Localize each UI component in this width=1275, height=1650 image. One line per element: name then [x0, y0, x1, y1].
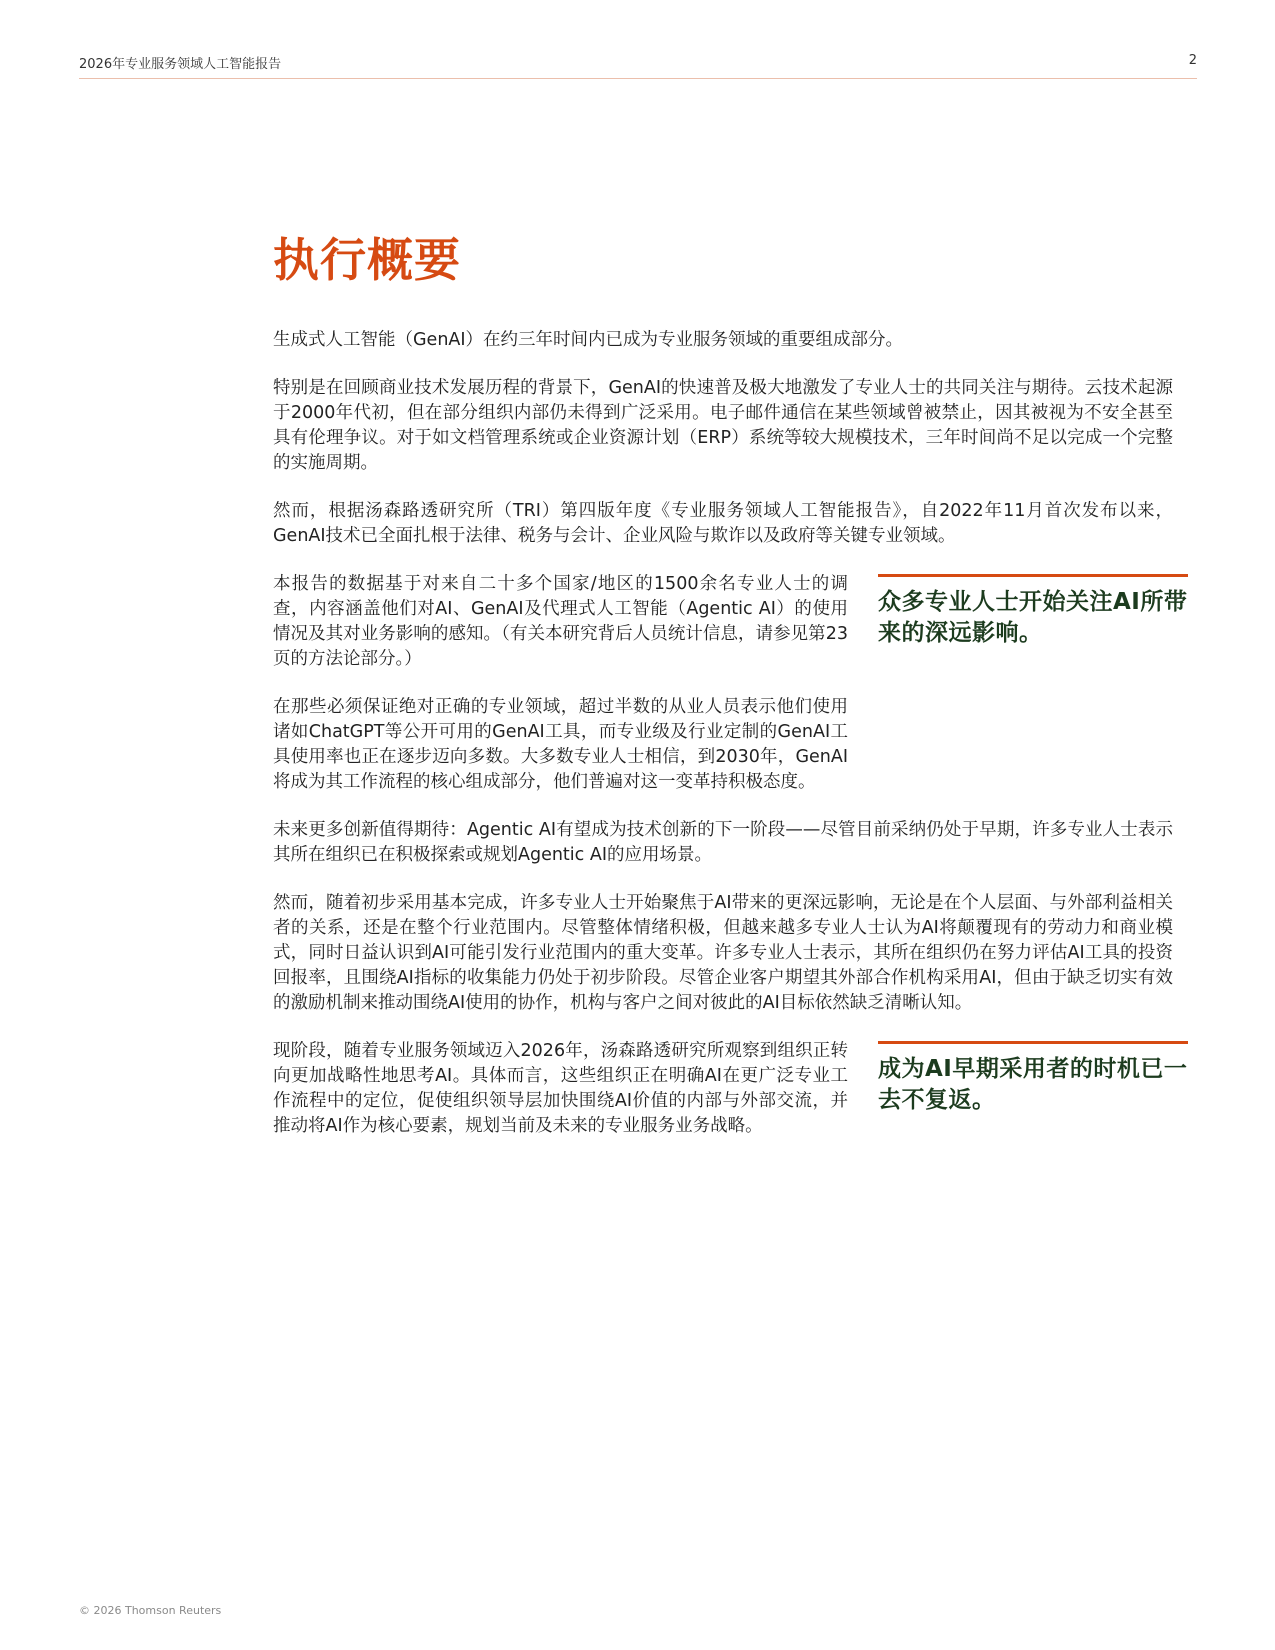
copyright-footer: © 2026 Thomson Reuters: [79, 1604, 222, 1617]
page-header: [79, 52, 1197, 79]
pullquote-text: 众多专业人士开始关注AI所带来的深远影响。: [878, 589, 1188, 646]
paragraph: 生成式人工智能（GenAI）在约三年时间内已成为专业服务领域的重要组成部分。: [273, 330, 904, 350]
section-body: [273, 1039, 848, 1139]
paragraph: 然而，根据汤森路透研究所（TRI）第四版年度《专业服务领域人工智能报告》，自2022年11月首次发布以来，GenAI技术已全面扎根于法律、税务与会计、企业风险与欺诈以及政府等关键专业领域。: [273, 501, 1173, 546]
section-body: [273, 572, 848, 795]
paragraph: 特别是在回顾商业技术发展历程的背景下，GenAI的快速普及极大地激发了专业人士的共同关注与期待。云技术起源于2000年代初，但在部分组织内部仍未得到广泛采用。电子邮件通信在某些领域曾被禁止，因其被视为不安全甚至具有伦理争议。对于如文档管理系统或企业资源计划（ERP）系统等较大规模技术，三年时间尚不足以完成一个完整的实施周期。: [273, 378, 1173, 473]
page-title: 执行概要: [273, 233, 461, 287]
paragraph: 本报告的数据基于对来自二十多个国家/地区的1500余名专业人士的调查，内容涵盖他们对AI、GenAI及代理式人工智能（Agentic AI）的使用情况及其对业务影响的感知。（有关本研究背后人员统计信息，请参见第23页的方法论部分。）: [273, 574, 848, 669]
paragraph: 然而，随着初步采用基本完成，许多专业人士开始聚焦于AI带来的更深远影响，无论是在个人层面、与外部利益相关者的关系，还是在整个行业范围内。尽管整体情绪积极，但越来越多专业人士认为AI将颠覆现有的劳动力和商业模式，同时日益认识到AI可能引发行业范围内的重大变革。许多专业人士表示，其所在组织仍在努力评估AI工具的投资回报率，且围绕AI指标的收集能力仍处于初步阶段。尽管企业客户期望其外部合作机构采用AI，但由于缺乏切实有效的激励机制来推动围绕AI使用的协作，机构与客户之间对彼此的AI目标依然缺乏清晰认知。: [273, 893, 1173, 1013]
pullquote: [878, 574, 1188, 649]
section-with-pullquote: [273, 1039, 1188, 1139]
pullquote-text: 成为AI早期采用者的时机已一去不复返。: [878, 1056, 1188, 1113]
pullquote: [878, 1041, 1188, 1116]
paragraph: 未来更多创新值得期待：Agentic AI有望成为技术创新的下一阶段——尽管目前采纳仍处于早期，许多专业人士表示其所在组织已在积极探索或规划Agentic AI的应用场景。: [273, 820, 1173, 865]
section-with-pullquote: [273, 572, 1188, 795]
paragraph: 在那些必须保证绝对正确的专业领域，超过半数的从业人员表示他们使用诸如ChatGPT等公开可用的GenAI工具，而专业级及行业定制的GenAI工具使用率也正在逐步迈向多数。大多数专业人士相信，到2030年，GenAI将成为其工作流程的核心组成部分，他们普遍对这一变革持积极态度。: [273, 697, 848, 792]
page-number: 2: [1188, 53, 1197, 68]
main-content: [273, 230, 1188, 1162]
paragraph: 现阶段，随着专业服务领域迈入2026年，汤森路透研究所观察到组织正转向更加战略性地思考AI。具体而言，这些组织正在明确AI在更广泛专业工作流程中的定位，促使组织领导层加快围绕AI价值的内部与外部交流，并推动将AI作为核心要素，规划当前及未来的专业服务业务战略。: [273, 1041, 848, 1136]
report-title: 2026年专业服务领域人工智能报告: [79, 57, 282, 72]
